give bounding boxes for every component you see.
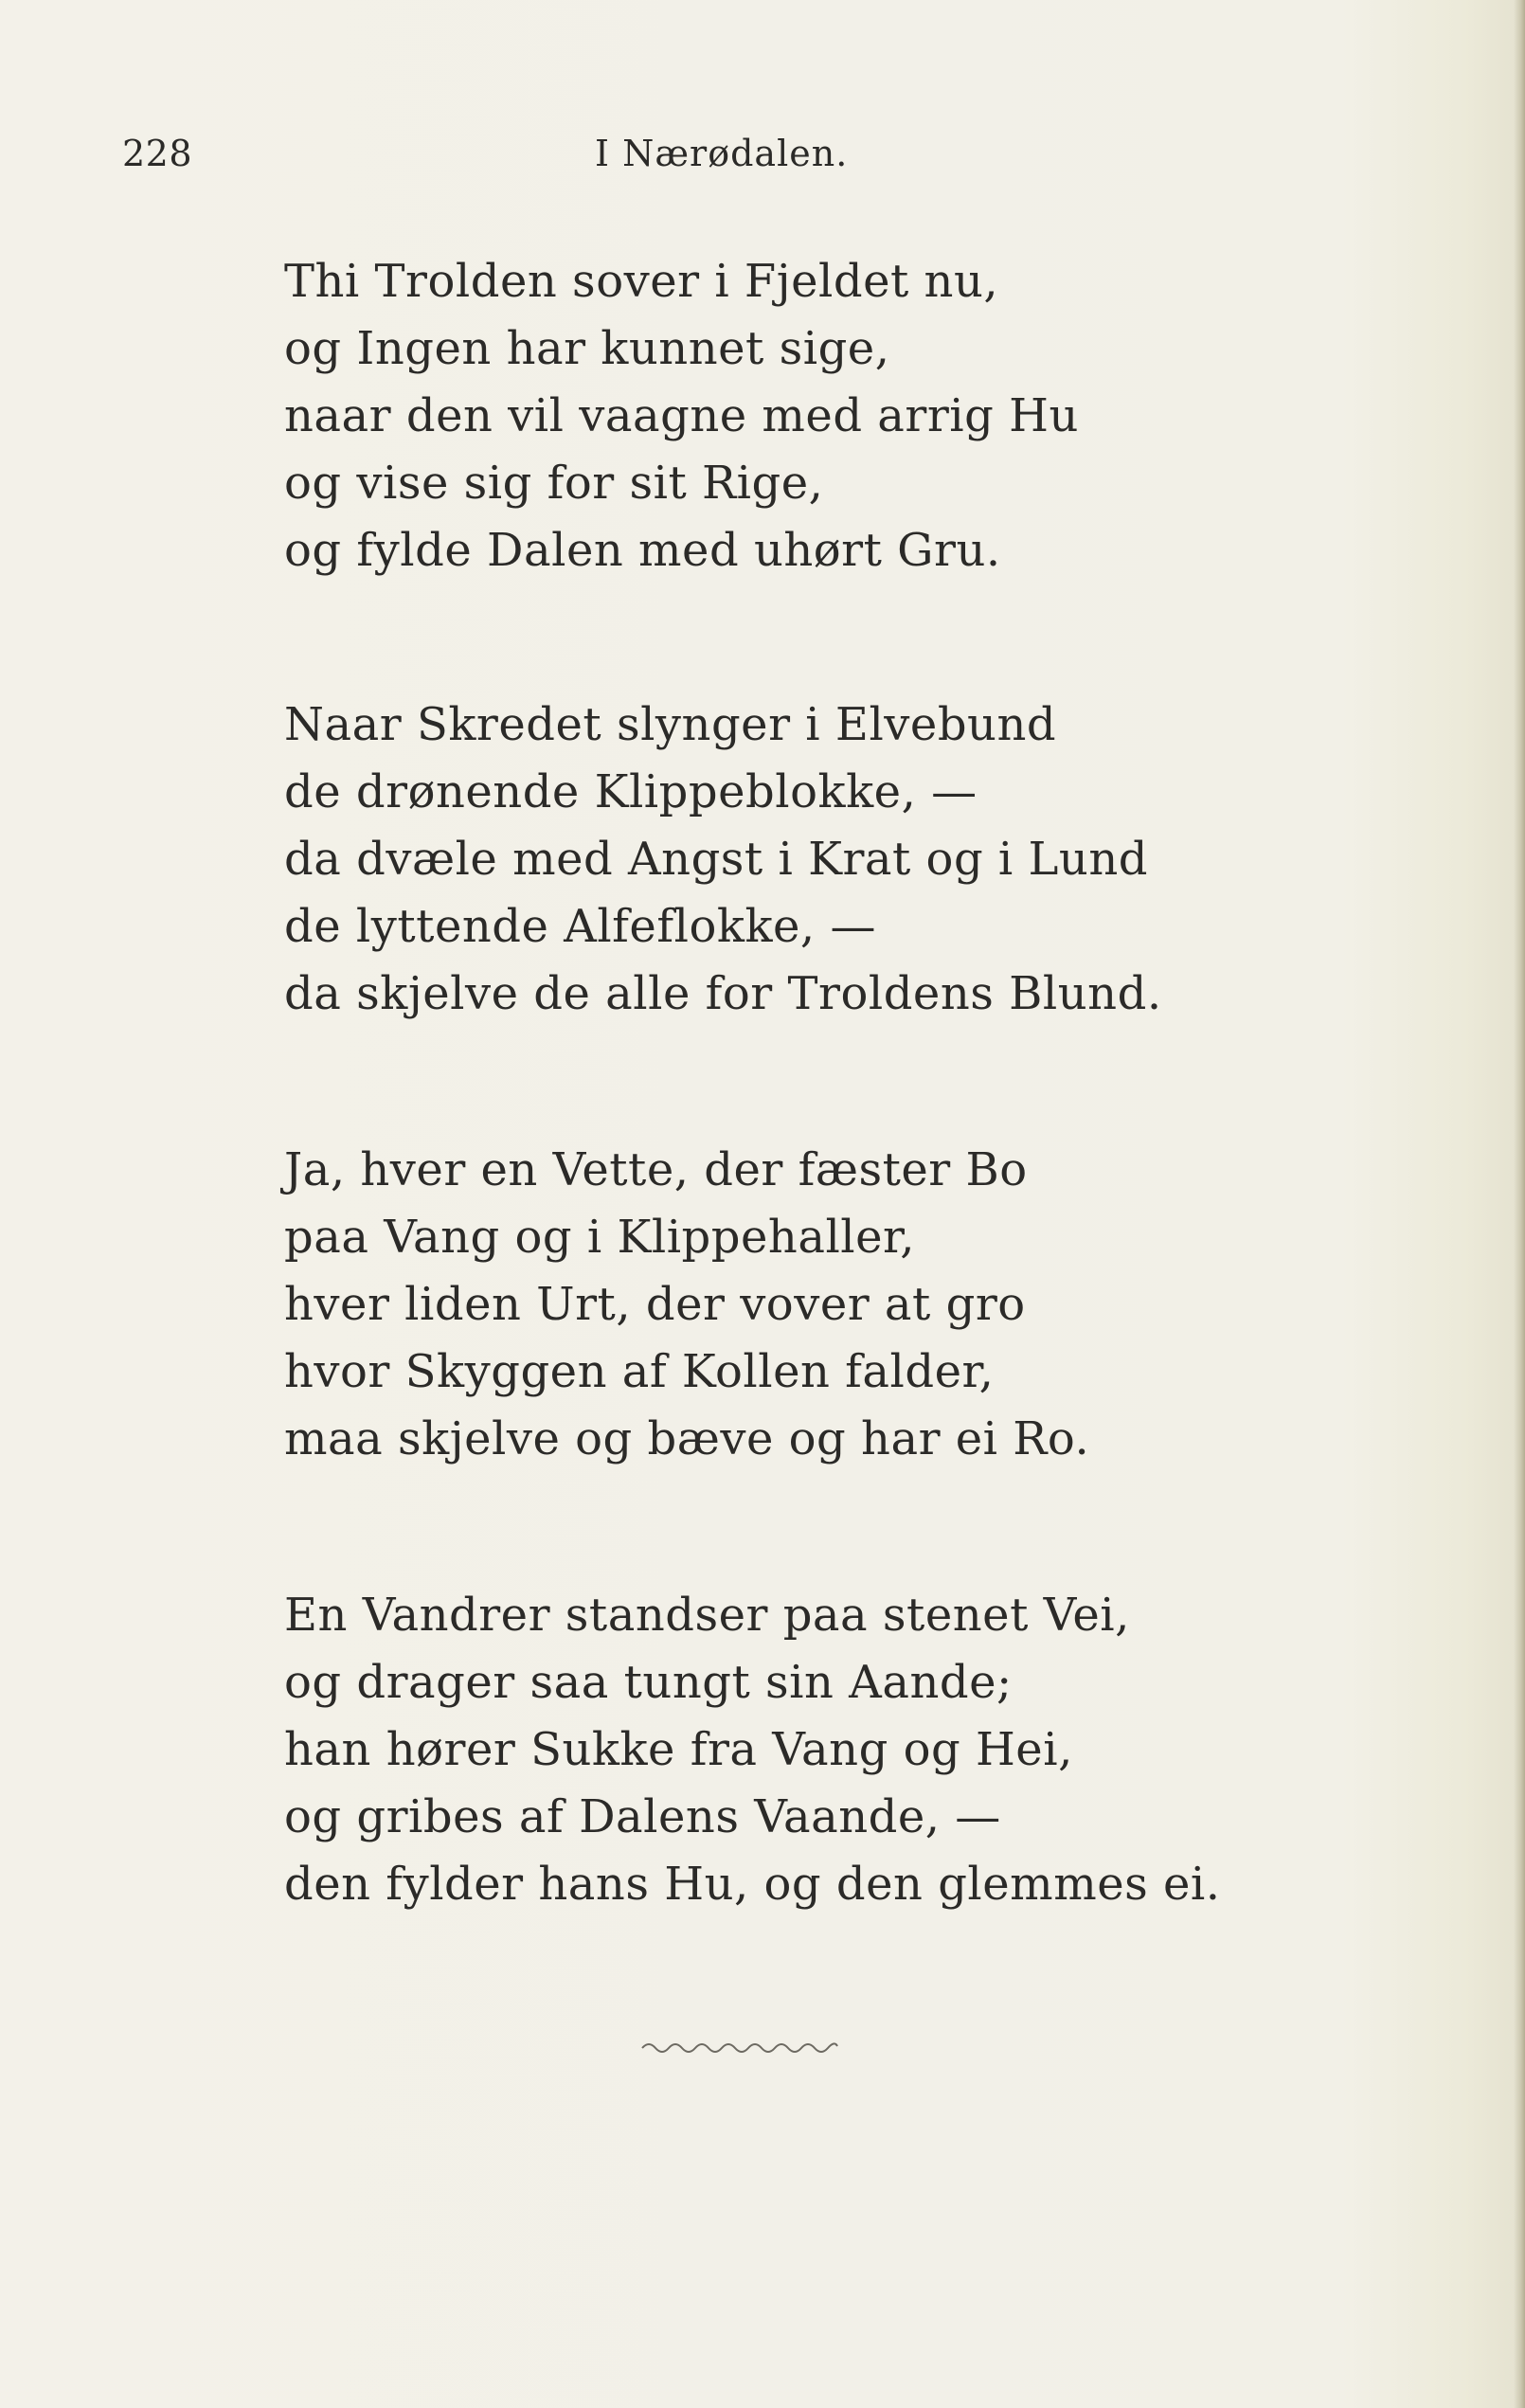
stanza-4 [284,1582,1326,1918]
verse-line: og drager saa tungt sin Aande; [284,1656,1013,1709]
verse-line: de drønende Klippeblokke, — [284,765,978,818]
verse-line: og Ingen har kunnet sige, [284,322,890,375]
verse-line: naar den vil vaagne med arrig Hu [284,389,1079,442]
verse-line: Ja, hver en Vette, der fæster Bo [284,1143,1028,1196]
page-number: 228 [122,133,193,174]
verse-line: da dvæle med Angst i Krat og i Lund [284,833,1148,886]
stanza-2 [284,692,1326,1028]
verse-line: de lyttende Alfeflokke, — [284,900,876,953]
verse-line: hvor Skyggen af Kollen falder, [284,1345,995,1398]
verse-line: han hører Sukke fra Vang og Hei, [284,1723,1073,1776]
verse-line: og fylde Dalen med uhørt Gru. [284,524,1001,577]
verse-line: En Vandrer standser paa stenet Vei, [284,1589,1130,1642]
verse-line: Naar Skredet slynger i Elvebund [284,698,1057,751]
verse-line: paa Vang og i Klippehaller, [284,1211,915,1264]
verse-line: Thi Trolden sover i Fjeldet nu, [284,255,999,308]
stanza-1 [284,248,1326,584]
running-title: I Nærødalen. [595,133,849,174]
verse-line: og gribes af Dalens Vaande, — [284,1790,1001,1843]
verse-line: hver liden Urt, der vover at gro [284,1278,1026,1331]
page-edge-shadow [1514,0,1525,2408]
wavy-ornament-divider [640,2035,839,2058]
verse-line: da skjelve de alle for Troldens Blund. [284,967,1162,1020]
stanza-3 [284,1137,1326,1473]
verse-line: maa skjelve og bæve og har ei Ro. [284,1412,1090,1465]
verse-line: og vise sig for sit Rige, [284,457,824,510]
verse-line: den fylder hans Hu, og den glemmes ei. [284,1858,1221,1911]
